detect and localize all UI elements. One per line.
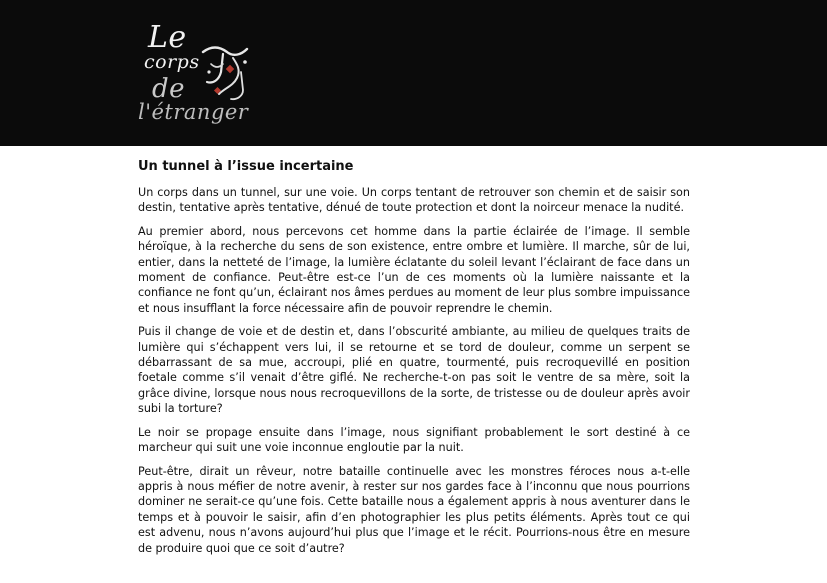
- article: [138, 158, 690, 564]
- paragraph-2: Au premier abord, nous percevons cet homme dans la partie éclairée de l’image. Il semble héroïque, à la recherche du sens de son existence, entre ombre et lumière. Il marche, sûr de lui, entier, dans la netteté de l’image, la lumière éclatante du soleil levant l’éclairant de face dans un moment de confiance. Peut-être est-ce l’un de ces moments où la lumière naissante et la confiance ne font qu’un, éclairant nos âmes perdues au moment de leur plus sombre impuissance et nous insufflant la force nécessaire afin de pouvoir reprendre le chemin.: [138, 224, 690, 315]
- logo-text-line-2: corps: [144, 51, 200, 73]
- header-banner: [0, 0, 827, 146]
- arabic-calligraphy-icon: [197, 42, 253, 104]
- logo-text-line-1: Le: [148, 20, 187, 55]
- logo: [135, 20, 255, 132]
- paragraph-5: Peut-être, dirait un rêveur, notre bataille continuelle avec les monstres féroces nous a-t-elle appris à nous méfier de notre avenir, à rester sur nos gardes face à l’inconnu que nous pourrions dominer ne serait-ce qu’une fois. Cette bataille nous a également appris à nous aventurer dans le temps et à pouvoir le saisir, afin d’en photographier les plus petits éléments. Après tout ce qui est advenu, nous n’avons aujourd’hui plus que l’image et le récit. Pourrions-nous être en mesure de produire quoi que ce soit d’autre?: [138, 464, 690, 555]
- paragraph-4: Le noir se propage ensuite dans l’image, nous signifiant probablement le sort destiné à ce marcheur qui suit une voie inconnue engloutie par la nuit.: [138, 425, 690, 455]
- paragraph-1: Un corps dans un tunnel, sur une voie. Un corps tentant de retrouver son chemin et de saisir son destin, tentative après tentative, dénué de toute protection et dont la noirceur menace la nudité.: [138, 186, 690, 215]
- logo-text-line-4: l'étranger: [138, 100, 249, 124]
- paragraph-3: Puis il change de voie et de destin et, dans l’obscurité ambiante, au milieu de quelques traits de lumière qui s’échappent vers lui, il se retourne et se tord de douleur, comme un serpent se débarrassant de sa mue, accroupi, plié en quatre, tourmenté, puis recroquevillé en position foetale comme s’il venait d’être giflé. Ne recherche-t-on pas soit le ventre de sa mère, soit la grâce divine, lorsque nous nous recroquevillons de la sorte, de tristesse ou de douleur après avoir subi la torture?: [138, 325, 690, 416]
- logo-text-line-3: de: [152, 74, 186, 104]
- article-title: Un tunnel à l’issue incertaine: [138, 159, 354, 174]
